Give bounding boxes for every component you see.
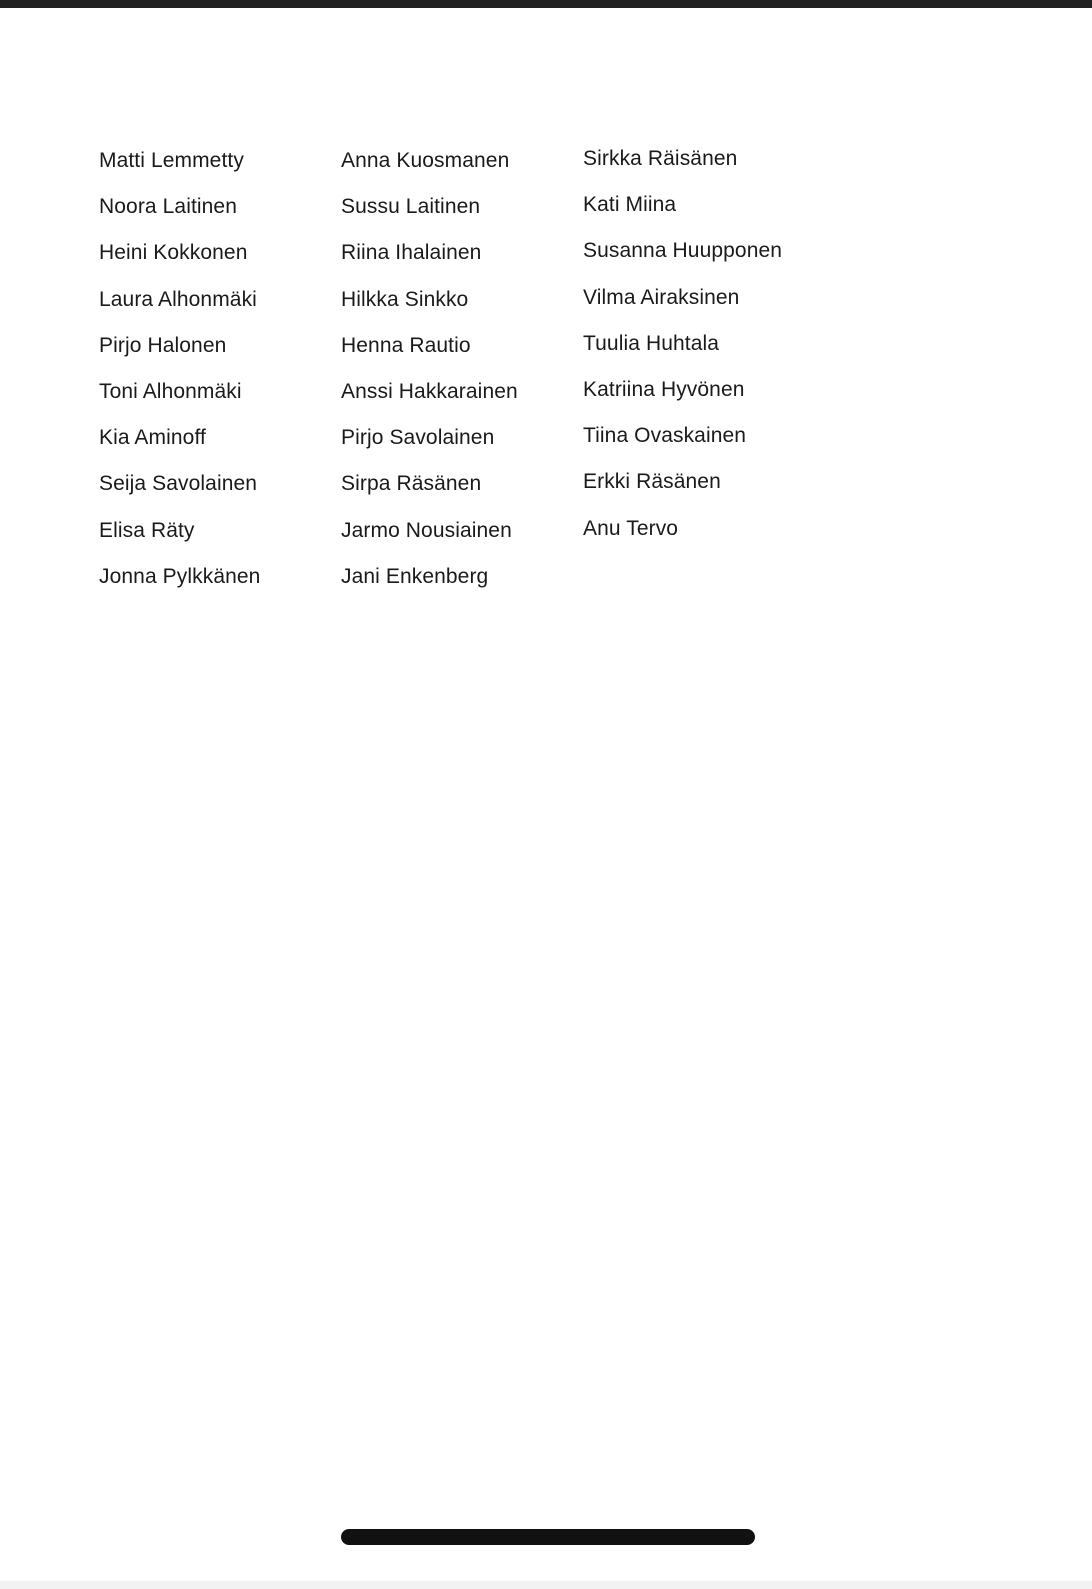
name-item: Riina Ihalainen: [341, 241, 482, 265]
name-item: Anssi Hakkarainen: [341, 379, 518, 403]
name-item: Erkki Räsänen: [583, 470, 721, 494]
name-item: Pirjo Savolainen: [341, 426, 495, 450]
top-status-bar: [0, 0, 1092, 8]
name-item: Kia Aminoff: [99, 426, 206, 450]
name-column-1: [99, 147, 260, 609]
name-item: Katriina Hyvönen: [583, 377, 745, 401]
name-item: Anna Kuosmanen: [341, 149, 510, 172]
name-item: Anu Tervo: [583, 516, 679, 540]
name-item: Toni Alhonmäki: [99, 379, 242, 403]
name-column-3: [583, 145, 782, 561]
name-item: Tuulia Huhtala: [583, 331, 720, 355]
name-item: Sussu Laitinen: [341, 195, 481, 219]
name-item: Jonna Pylkkänen: [99, 564, 261, 588]
name-item: Matti Lemmetty: [99, 149, 244, 172]
name-item: Hilkka Sinkko: [341, 287, 469, 311]
name-item: Henna Rautio: [341, 333, 471, 357]
name-item: Pirjo Halonen: [99, 333, 227, 357]
name-item: Elisa Räty: [99, 518, 195, 542]
name-item: Kati Miina: [583, 193, 677, 217]
name-item: Noora Laitinen: [99, 195, 237, 219]
bottom-edge: [0, 1581, 1092, 1589]
name-item: Sirpa Räsänen: [341, 472, 482, 496]
name-item: Sirkka Räisänen: [583, 147, 738, 170]
home-indicator[interactable]: [341, 1529, 755, 1545]
name-item: Jani Enkenberg: [341, 564, 489, 588]
name-item: Seija Savolainen: [99, 472, 258, 496]
name-item: Laura Alhonmäki: [99, 287, 257, 311]
name-item: Heini Kokkonen: [99, 241, 248, 265]
name-item: Tiina Ovaskainen: [583, 424, 747, 448]
name-item: Susanna Huupponen: [583, 239, 783, 263]
name-item: Vilma Airaksinen: [583, 285, 740, 309]
name-column-2: [341, 147, 518, 609]
document-page: [0, 8, 1092, 1581]
name-item: Jarmo Nousiainen: [341, 518, 512, 542]
